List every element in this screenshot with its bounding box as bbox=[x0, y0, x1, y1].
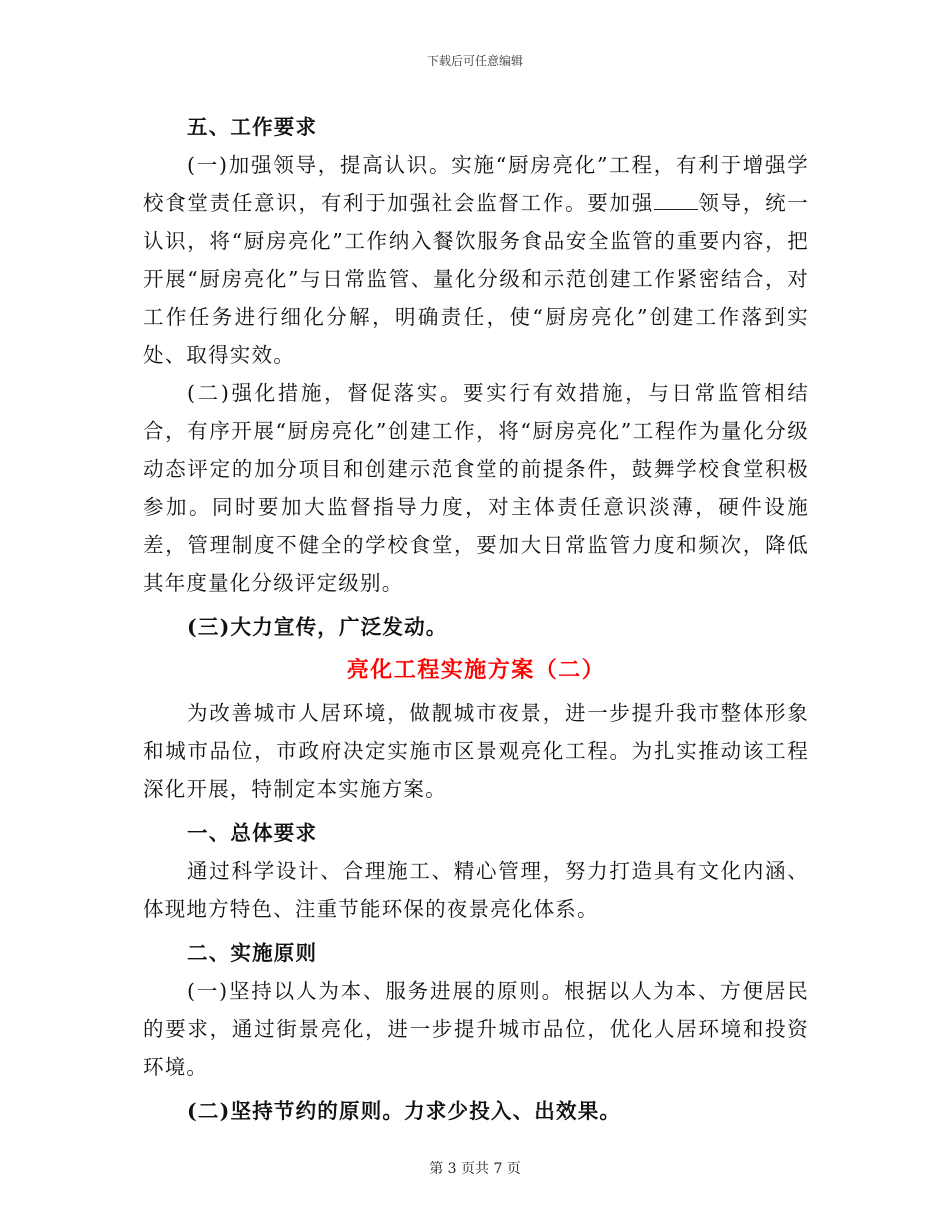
paragraph-publicity: (三)大力宣传，广泛发动。 bbox=[187, 615, 448, 639]
paragraph-overall-requirements: 通过科学设计、合理施工、精心管理，努力打造具有文化内涵、体现地方特色、注重节能环保的夜景亮化体系。 bbox=[143, 859, 809, 921]
section-heading-overall-requirements: 一、总体要求 bbox=[187, 821, 318, 845]
page-number: 第 3 页共 7 页 bbox=[429, 1161, 521, 1177]
document-body bbox=[143, 108, 809, 1130]
paragraph-people-oriented: (一)坚持以人为本、服务进展的原则。根据以人为本、方便居民的要求，通过街景亮化，进一步提升城市品位，优化人居环境和投资环境。 bbox=[143, 979, 809, 1079]
paragraph-intro: 为改善城市人居环境，做靓城市夜景，进一步提升我市整体形象和城市品位，市政府决定实施市区景观亮化工程。为扎实推动该工程深化开展，特制定本实施方案。 bbox=[143, 701, 809, 801]
paragraph-leadership bbox=[143, 146, 809, 374]
paragraph-leadership-part2: 领导，统一认识，将“厨房亮化”工作纳入餐饮服务食品安全监管的重要内容，把开展“厨房亮化”与日常监管、量化分级和示范创建工作紧密结合，对工作任务进行细化分解，明确责任，使“厨房亮化”创建工作落到实处、取得实效。 bbox=[143, 191, 809, 367]
section-heading-principles: 二、实施原则 bbox=[187, 941, 318, 965]
fill-in-blank bbox=[654, 191, 698, 210]
page-header-note: 下载后可任意编辑 bbox=[426, 54, 523, 68]
document-title: 亮化工程实施方案（二） bbox=[346, 657, 606, 683]
paragraph-measures: (二)强化措施，督促落实。要实行有效措施，与日常监管相结合，有序开展“厨房亮化”创建工作，将“厨房亮化”工程作为量化分级动态评定的加分项目和创建示范食堂的前提条件，鼓舞学校食堂积极参加。同时要加大监督指导力度，对主体责任意识淡薄，硬件设施差，管理制度不健全的学校食堂，要加大日常监管力度和频次，降低其年度量化分级评定级别。 bbox=[143, 381, 809, 595]
paragraph-leadership-part1: (一)加强领导，提高认识。实施“厨房亮化”工程，有利于增强学校食堂责任意识，有利于加强社会监督工作。要加强 bbox=[143, 153, 809, 215]
section-heading-work-requirements: 五、工作要求 bbox=[187, 115, 318, 139]
paragraph-economy-principle: (二)坚持节约的原则。力求少投入、出效果。 bbox=[187, 1099, 622, 1123]
